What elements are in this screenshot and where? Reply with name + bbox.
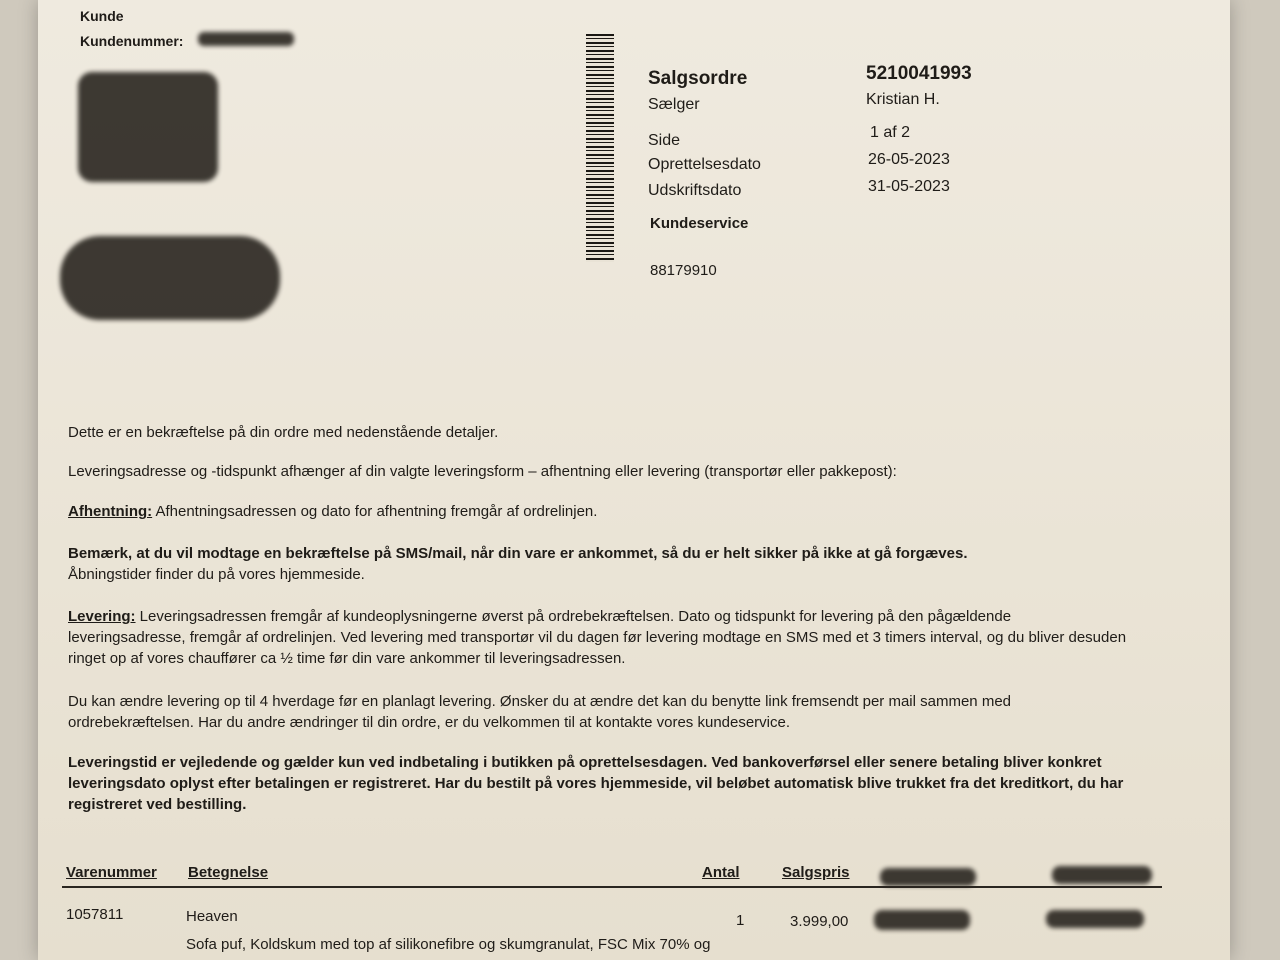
row-quantity: 1	[736, 912, 745, 929]
sales-order-document	[38, 0, 1230, 960]
customer-service-label: Kundeservice	[650, 215, 749, 232]
pickup-text: Afhentningsadressen og dato for afhentning fremgår af ordrelinjen.	[152, 503, 598, 520]
col-item-number: Varenummer	[66, 864, 157, 881]
notice-text: Åbningstider finder du på vores hjemmeside.	[68, 566, 365, 583]
delivery-method-paragraph: Leveringsadresse og -tidspunkt afhænger af din valgte leveringsform – afhentning eller levering (transportør eller pakkepost):	[68, 463, 897, 480]
delivery-text: Leveringsadressen fremgår af kundeoplysningerne øverst på ordrebekræftelsen. Dato og tidspunkt for levering på den pågældende leveringsadresse, fremgår af ordrelinjen. Ved levering med transportør vil du dagen før levering modtage en SMS med et 3 timers interval, og du bliver desuden ringet op af vores chauffører ca ½ time før din vare ankommer til leveringsadressen.	[68, 608, 1127, 667]
row-item-number: 1057811	[66, 906, 124, 923]
change-delivery-paragraph: Du kan ændre levering op til 4 hverdage før en planlagt levering. Ønsker du at ændre det kan du benytte link fremsendt per mail sammen med ordrebekræftelsen. Har du andre ændringer til din ordre, er du velkommen til at kontakte vores kundeservice.	[68, 693, 1012, 731]
intro-paragraph: Dette er en bekræftelse på din ordre med nedenstående detaljer.	[68, 424, 499, 441]
redacted-row-value-1	[874, 910, 970, 930]
customer-service-phone: 88179910	[650, 262, 717, 279]
customer-label: Kunde	[80, 8, 124, 24]
col-price: Salgspris	[782, 864, 850, 881]
redacted-row-value-2	[1046, 910, 1144, 928]
redacted-column-header-1	[880, 868, 976, 886]
delivery-time-paragraph: Leveringstid er vejledende og gælder kun ved indbetaling i butikken på oprettelsesdagen. Ved bankoverførsel eller senere betaling bliver konkret leveringsdato oplyst efter betalingen er registreret. Har du bestilt på vores hjemmeside, vil beløbet automatisk blive trukket fra det kreditkort, du har registreret ved bestilling.	[68, 754, 1124, 813]
printed-label: Udskriftsdato	[648, 182, 742, 199]
col-description: Betegnelse	[188, 864, 269, 881]
row-price: 3.999,00	[790, 913, 849, 930]
barcode	[586, 34, 614, 262]
notice-bold-text: Bemærk, at du vil modtage en bekræftelse på SMS/mail, når din vare er ankommet, så du er helt sikker på ikke at gå forgæves.	[68, 545, 968, 562]
delivery-lead: Levering:	[68, 608, 136, 625]
order-number: 5210041993	[866, 63, 972, 84]
delivery-paragraph	[68, 606, 1128, 669]
redacted-customer-address	[60, 236, 280, 320]
page-value: 1 af 2	[870, 124, 911, 141]
seller-value: Kristian H.	[866, 91, 940, 108]
page-label: Side	[648, 132, 681, 149]
pickup-lead: Afhentning:	[68, 503, 153, 520]
pickup-paragraph	[68, 501, 1128, 522]
order-title: Salgsordre	[648, 68, 748, 89]
created-value: 26-05-2023	[868, 151, 950, 168]
row-item-name: Heaven	[186, 908, 238, 925]
redacted-customer-number	[198, 32, 294, 46]
row-description: Sofa puf, Koldskum med top af silikonefibre og skumgranulat, FSC Mix 70% og	[186, 936, 711, 953]
redacted-customer-name	[78, 72, 218, 182]
order-lines-header	[62, 862, 1162, 888]
customer-number-label: Kundenummer:	[80, 33, 184, 49]
redacted-column-header-2	[1052, 866, 1152, 884]
col-quantity: Antal	[702, 864, 740, 881]
seller-label: Sælger	[648, 96, 700, 113]
notice-paragraph	[68, 543, 1128, 585]
printed-value: 31-05-2023	[868, 178, 950, 195]
created-label: Oprettelsesdato	[648, 156, 761, 173]
